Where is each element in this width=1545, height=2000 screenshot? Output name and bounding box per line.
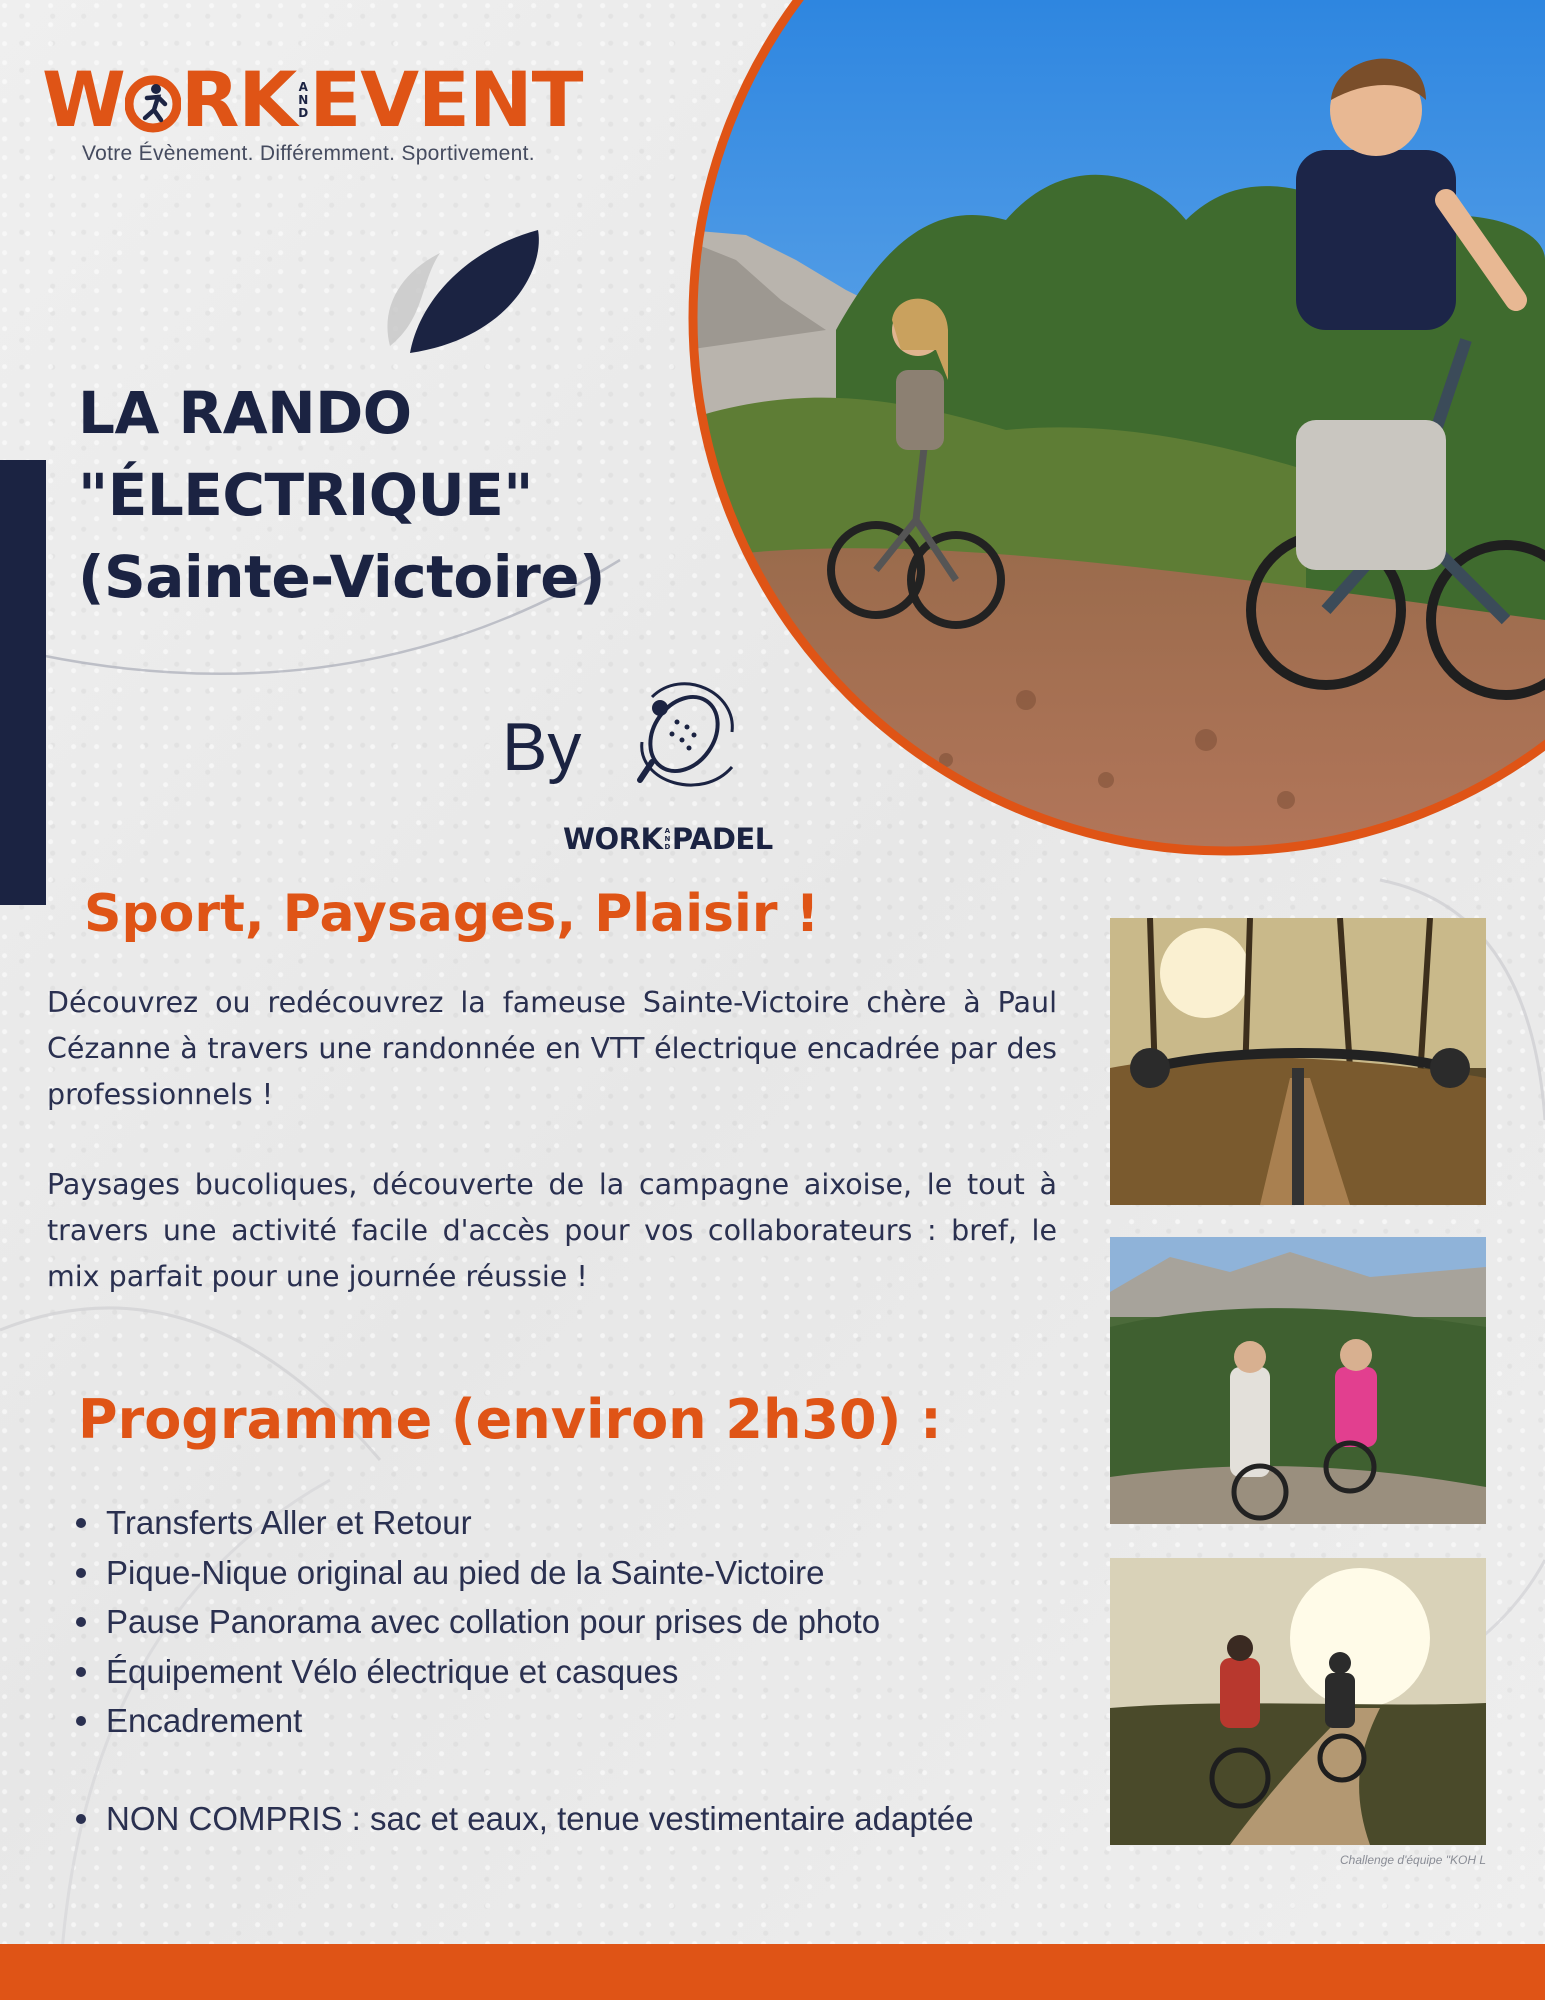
photo-caption: Challenge d'équipe "KOH L (1340, 1853, 1486, 1867)
padel-and-n: N (664, 835, 670, 843)
by-label: By (502, 709, 582, 785)
logo-tagline: Votre Évènement. Différemment. Sportivement. (82, 142, 535, 165)
work-and-event-logo[interactable] (42, 55, 642, 166)
list-item (56, 1597, 1058, 1647)
programme-list (56, 1498, 1058, 1843)
subtitle: Sport, Paysages, Plaisir ! (84, 884, 820, 944)
list-item (56, 1548, 1058, 1598)
list-item (56, 1498, 1058, 1548)
description-paragraph-1: Découvrez ou redécouvrez la fameuse Sainte-Victoire chère à Paul Cézanne à travers une randonnée en VTT électrique encadrée par des professionnels ! (47, 986, 1057, 1111)
padel-word-work: WORK (563, 822, 663, 856)
logo-letters-event: EVENT (309, 55, 583, 144)
padel-word-padel: PADEL (671, 822, 773, 856)
logo-and-d: D (298, 105, 308, 120)
photo-forest-handlebars (1110, 918, 1486, 1205)
list-item-text: Pause Panorama avec collation pour prises de photo (106, 1603, 881, 1640)
logo-and-n: N (298, 92, 308, 107)
title-line-1: LA RANDO (78, 379, 412, 447)
swoosh-icon (380, 228, 550, 358)
bullet-icon (76, 1568, 86, 1578)
list-item-text: Transferts Aller et Retour (106, 1504, 472, 1541)
list-item-not-included (56, 1794, 1058, 1844)
logo-and-a: A (298, 79, 307, 94)
list-item-text: NON COMPRIS : sac et eaux, tenue vestimentaire adaptée (106, 1799, 974, 1837)
logo-runner-icon (125, 70, 181, 130)
list-item-text: Encadrement (106, 1702, 303, 1739)
description-paragraph-2: Paysages bucoliques, découverte de la campagne aixoise, le tout à travers une activité facile d'accès pour vos collaborateurs : bref, le mix parfait pour une journée réussie ! (47, 1168, 1057, 1293)
page-title (78, 372, 698, 618)
bullet-icon (76, 1667, 86, 1677)
logo-letters-rk: RK (180, 55, 297, 144)
photo-group-riders (1110, 1237, 1486, 1524)
padel-and-a: A (664, 827, 670, 835)
bullet-icon (76, 1716, 86, 1726)
list-item-text: Pique-Nique original au pied de la Sainte-Victoire (106, 1553, 825, 1591)
bullet-icon (76, 1814, 86, 1824)
logo-and-stack (298, 81, 307, 120)
footer-bar (0, 1944, 1545, 2000)
list-item-text: Équipement Vélo électrique et casques (106, 1652, 679, 1690)
padel-and-stack (664, 827, 669, 851)
title-line-2: "ÉLECTRIQUE" (78, 461, 534, 529)
bullet-icon (76, 1617, 86, 1627)
title-line-3: (Sainte-Victoire) (78, 543, 606, 611)
hero-photo-cyclists (686, 0, 1545, 858)
list-item (56, 1647, 1058, 1697)
logo-wordmark (42, 55, 642, 144)
padel-and-d: D (664, 843, 670, 851)
left-accent-bar (0, 460, 46, 905)
photo-sunset-riders (1110, 1558, 1486, 1845)
list-item (56, 1696, 1058, 1746)
programme-title: Programme (environ 2h30) : (78, 1388, 942, 1451)
logo-letter-w: W (42, 55, 125, 144)
bullet-icon (76, 1518, 86, 1528)
